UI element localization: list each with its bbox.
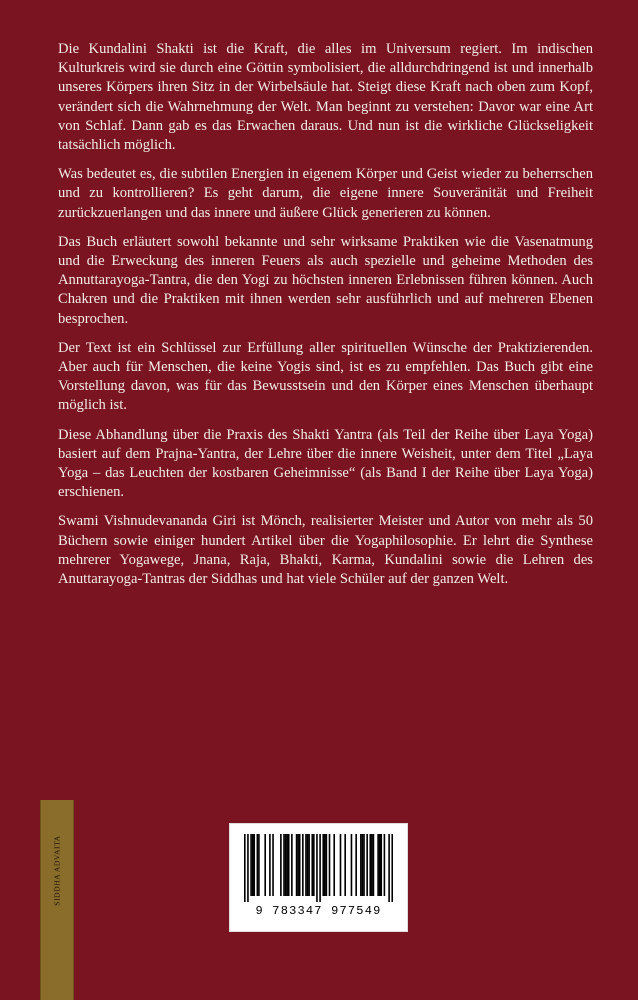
barcode-bar [247,834,249,902]
barcode-bar [253,834,255,896]
blurb-paragraph-2: Was bedeutet es, die subtilen Energien in eigenem Körper und Geist wieder zu beherrschen und zu kontrollieren? Es geht darum, die eigene innere Souveränität und Freiheit zurückzuerlangen und das innere und äußere Glück generieren zu können. [58,166,593,221]
barcode-bar [252,834,254,896]
blurb-paragraph-5: Diese Abhandlung über die Praxis des Shakti Yantra (als Teil der Reihe über Laya Yoga) basiert auf dem Prajna-Yantra, der Lehre über die innere Weisheit, unter dem Titel „Laya Yoga – das Leuchten der kostbaren Geheimnisse“ (als Band I der Reihe über Laya Yoga) erschienen. [58,426,593,501]
barcode-bar [369,834,371,896]
barcode-digits: 9 783347 977549 [255,904,382,918]
barcode-bar [319,834,321,902]
barcode-bar [373,834,375,896]
barcode-bar [302,834,304,896]
barcode-bar [264,834,266,896]
barcode-bar [250,834,252,896]
barcode-bar [316,834,318,902]
publisher-name: SIDDHA ADVAITA [52,835,62,906]
publisher-spine-strip [40,800,74,1000]
barcode-bar [283,834,285,896]
back-cover-blurb [58,40,593,599]
blurb-paragraph-6: Swami Vishnudevananda Giri ist Mönch, realisierter Meister und Autor von mehr als 50 Büchern sowie einiger hundert Artikel über die Yogaphilosophie. Er lehrt die Synthese mehrerer Yogawege, Jnana, Raja, Bhakti, Karma, Kundalini sowie die Lehren des Anuttarayoga-Tantras der Siddhas und hat viele Schüler auf der ganzen Welt. [58,513,593,588]
barcode-bar [272,834,274,896]
barcode-bar [288,834,290,896]
barcode-bar [329,834,331,896]
barcode-bar [362,834,364,896]
barcode-bar [379,834,381,896]
barcode-bar [257,834,259,896]
barcode-bar [344,834,346,896]
barcode-bar [333,834,335,896]
blurb-paragraph-4: Der Text ist ein Schlüssel zur Erfüllung aller spirituellen Wünsche der Praktizierenden. Aber auch für Menschen, die keine Yogis sind, ist es zu empfehlen. Das Buch gibt eine Vorstellung davon, was für das Bewusstsein und den Körper eines Menschen überhaupt möglich ist. [58,339,593,414]
barcode-bar [308,834,310,896]
barcode-bar [280,834,282,896]
blurb-paragraph-1: Die Kundalini Shakti ist die Kraft, die alles im Universum regiert. Im indischen Kulturkreis wird sie durch eine Göttin symbolisiert, die alldurchdringend ist und innerhalb unseres Körpers ihren Sitz in der Wirbelsäule hat. Steigt diese Kraft nach oben zum Kopf, verändert sich die Wahrnehmung der Welt. Man beginnt zu verstehen: Davor war eine Art von Schlaf. Dann gab es das Erwachen daraus. Und nun ist die wirkliche Glückseligkeit tatsächlich möglich. [58,41,593,154]
barcode-bar [285,834,287,896]
barcode-bar [388,834,390,902]
blurb-paragraph-3: Das Buch erläutert sowohl bekannte und sehr wirksame Praktiken wie die Vasenatmung und die Erweckung des inneren Feuers als auch spezielle und geheime Methoden des Annuttarayoga-Tantra, die den Yogi zu höchsten inneren Erlebnissen führen können. Auch Chakren und die Praktiken mit ihnen werden sehr ausführlich und auf mehreren Ebenen besprochen. [58,233,593,327]
barcode-bar [355,834,357,896]
barcode-bar [377,834,379,896]
isbn-barcode [229,823,408,932]
barcode-bar [363,834,365,896]
barcode-bar [371,834,373,896]
barcode-bar [391,834,393,902]
barcode-bar [244,834,246,902]
barcode-bar [340,834,342,896]
barcode-bar [286,834,288,896]
barcode-bar [305,834,307,896]
barcode-bar [384,834,386,896]
barcode-bar [297,834,299,896]
barcode-bar [326,834,328,896]
barcode-bar [313,834,315,896]
barcode-bar [366,834,368,896]
barcode-bar [311,834,313,896]
barcode-bar [351,834,353,896]
barcode-bars [244,834,393,902]
barcode-bar [258,834,260,896]
barcode-bar [296,834,298,896]
barcode-bar [307,834,309,896]
barcode-bar [299,834,301,896]
barcode-bar [291,834,293,896]
barcode-bar [322,834,324,896]
barcode-bar [324,834,326,896]
barcode-bar [360,834,362,896]
barcode-bar [380,834,382,896]
barcode-bar [269,834,271,896]
